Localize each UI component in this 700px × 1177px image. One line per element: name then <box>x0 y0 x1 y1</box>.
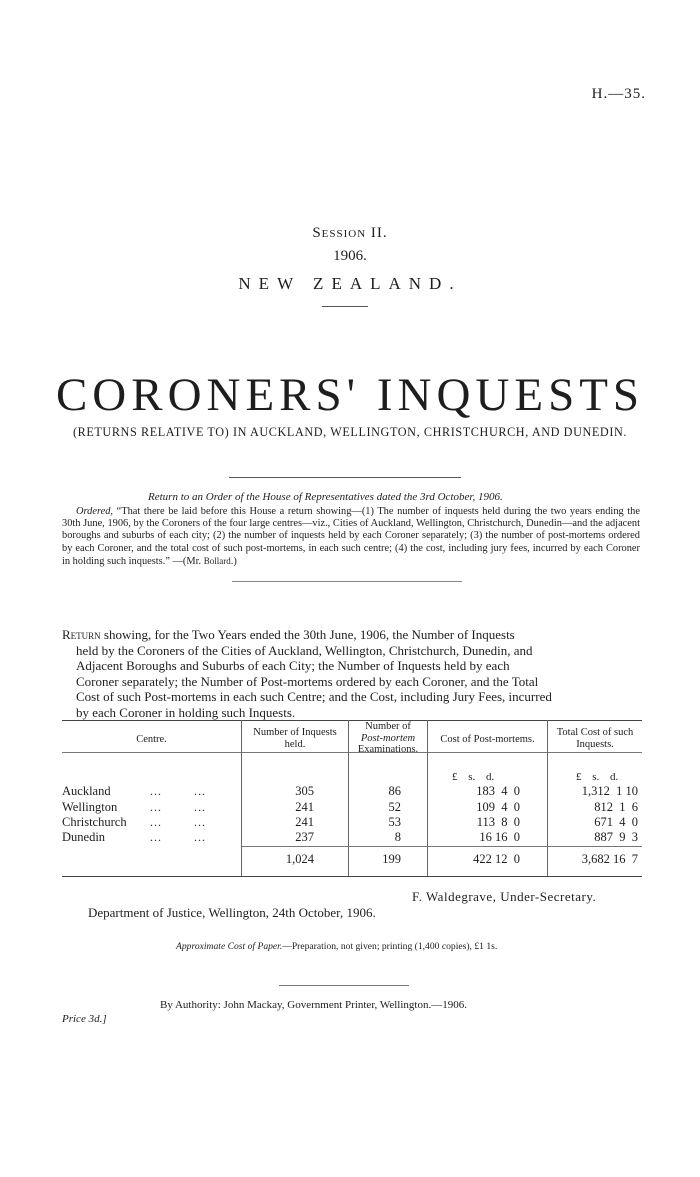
return-line-3: Adjacent Boroughs and Suburbs of each City; the Number of Inquests held by each <box>76 658 510 673</box>
row-inquests: 241 <box>295 815 314 829</box>
unit-shillings: s. <box>592 771 600 783</box>
return-line-4: Coroner separately; the Number of Post-mortems ordered by each Coroner, and the Total <box>76 673 539 689</box>
divider-short <box>322 306 368 307</box>
document-reference: H.—35. <box>591 86 646 102</box>
row-postmortems: 53 <box>388 815 401 829</box>
divider-bottom <box>279 985 409 986</box>
header-postmortems <box>349 721 427 756</box>
ordered-mover: Bollard <box>203 555 231 566</box>
header-centre: Centre. <box>136 734 167 745</box>
row-total-cost: 887 9 3 <box>594 830 638 844</box>
return-line-2: held by the Coroners of the Cities of Auckland, Wellington, Christchurch, Dunedin, and <box>76 642 533 658</box>
session-initial: S <box>312 225 322 241</box>
session-line <box>0 225 700 242</box>
header-postmortems-line1: Number of <box>365 721 411 732</box>
divider-mid <box>229 477 461 478</box>
header-postmortems-line2: Post-mortem <box>360 732 416 744</box>
row-centre: Wellington <box>62 800 118 814</box>
return-line-6: by each Coroner in holding such Inquests. <box>76 704 296 720</box>
ordered-paragraph <box>62 506 640 568</box>
page-subtitle: (RETURNS RELATIVE TO) IN AUCKLAND, WELLINGTON, CHRISTCHURCH, AND DUNEDIN. <box>72 425 628 439</box>
return-line-5: Cost of such Post-mortems in each such Centre; and the Cost, including Jury Fees, incurred <box>76 689 552 704</box>
total-pm-cost: 422 12 0 <box>473 852 520 866</box>
session-number: II. <box>370 225 388 241</box>
row-pm-cost: 183 4 0 <box>476 784 520 798</box>
row-inquests: 241 <box>295 800 314 814</box>
row-postmortems: 86 <box>388 784 401 798</box>
table-bottom-rule <box>62 876 642 877</box>
unit-pounds: £ <box>576 771 582 783</box>
order-heading: Return to an Order of the House of Representatives dated the 3rd October, 1906. <box>148 491 503 503</box>
row-pm-cost: 113 8 0 <box>476 815 520 829</box>
row-dots: ... ... <box>150 784 206 798</box>
session-word: ESSION <box>321 228 367 240</box>
unit-pounds: £ <box>452 771 458 783</box>
row-dots: ... ... <box>150 815 206 829</box>
total-postmortems: 199 <box>382 852 401 866</box>
row-total-cost: 1,312 1 10 <box>581 784 638 798</box>
row-pm-cost: 16 16 0 <box>479 830 520 844</box>
row-dots: ... ... <box>150 800 206 814</box>
table-totals-rule <box>241 846 642 847</box>
signature: F. Waldegrave, Under-Secretary. <box>412 889 597 904</box>
ordered-text: “That there be laid before this House a return showing—(1) The number of inquests held during the two years ending the 30th June, 1906, by the Coroners of the four large centres—viz., Cities of Auckland, Wellington, Christchurch, Dunedin—and the adjacent boroughs and suburbs of each city; (2) the number of inquests held by each Coroner separately; (3) the number of post-mortems ordered by each Coroner, and the total cost of such post-mortems, in each such centre; (4) the cost, including jury fees, incurred by each Coroner in holding such inquests.” —(Mr. <box>62 506 640 567</box>
row-centre: Christchurch <box>62 815 127 829</box>
page-title: CORONERS' INQUESTS <box>55 369 645 421</box>
total-inquests: 1,024 <box>285 852 314 866</box>
row-postmortems: 52 <box>388 800 401 814</box>
department-line: Department of Justice, Wellington, 24th October, 1906. <box>88 905 376 920</box>
row-inquests: 305 <box>295 784 314 798</box>
row-total-cost: 671 4 0 <box>594 815 638 829</box>
unit-pence: d. <box>486 771 495 783</box>
total-cost: 3,682 16 7 <box>581 852 638 866</box>
header-postmortems-line3: Examinations. <box>357 744 419 755</box>
ordered-lead: Ordered, <box>76 506 114 517</box>
unit-pence: d. <box>610 771 619 783</box>
row-pm-cost: 109 4 0 <box>476 800 520 814</box>
return-description <box>62 627 644 720</box>
row-centre: Dunedin <box>62 830 106 844</box>
cost-note <box>176 941 497 952</box>
return-line-1: showing, for the Two Years ended the 30th June, 1906, the Number of Inquests <box>103 627 515 642</box>
price: Price 3d.] <box>62 1013 107 1025</box>
row-centre: Auckland <box>62 784 111 798</box>
country-heading: NEW ZEALAND. <box>238 274 462 293</box>
cost-note-text: —Preparation, not given; printing (1,400 copies), £1 1s. <box>282 941 498 952</box>
row-inquests: 237 <box>295 830 314 844</box>
row-postmortems: 8 <box>394 830 401 844</box>
header-total-cost: Total Cost of such Inquests. <box>556 727 634 750</box>
return-lead: Return <box>62 627 101 642</box>
header-inquests: Number of Inquests held. <box>253 727 337 750</box>
ordered-close: .) <box>230 555 237 567</box>
divider-order <box>232 581 462 582</box>
row-dots: ... ... <box>150 830 206 844</box>
year: 1906. <box>333 248 367 264</box>
header-cost-pm: Cost of Post-mortems. <box>440 734 535 745</box>
authority-line: By Authority: John Mackay, Government Printer, Wellington.—1906. <box>160 999 467 1011</box>
cost-note-label: Approximate Cost of Paper. <box>176 941 283 952</box>
row-total-cost: 812 1 6 <box>594 800 638 814</box>
unit-shillings: s. <box>468 771 476 783</box>
